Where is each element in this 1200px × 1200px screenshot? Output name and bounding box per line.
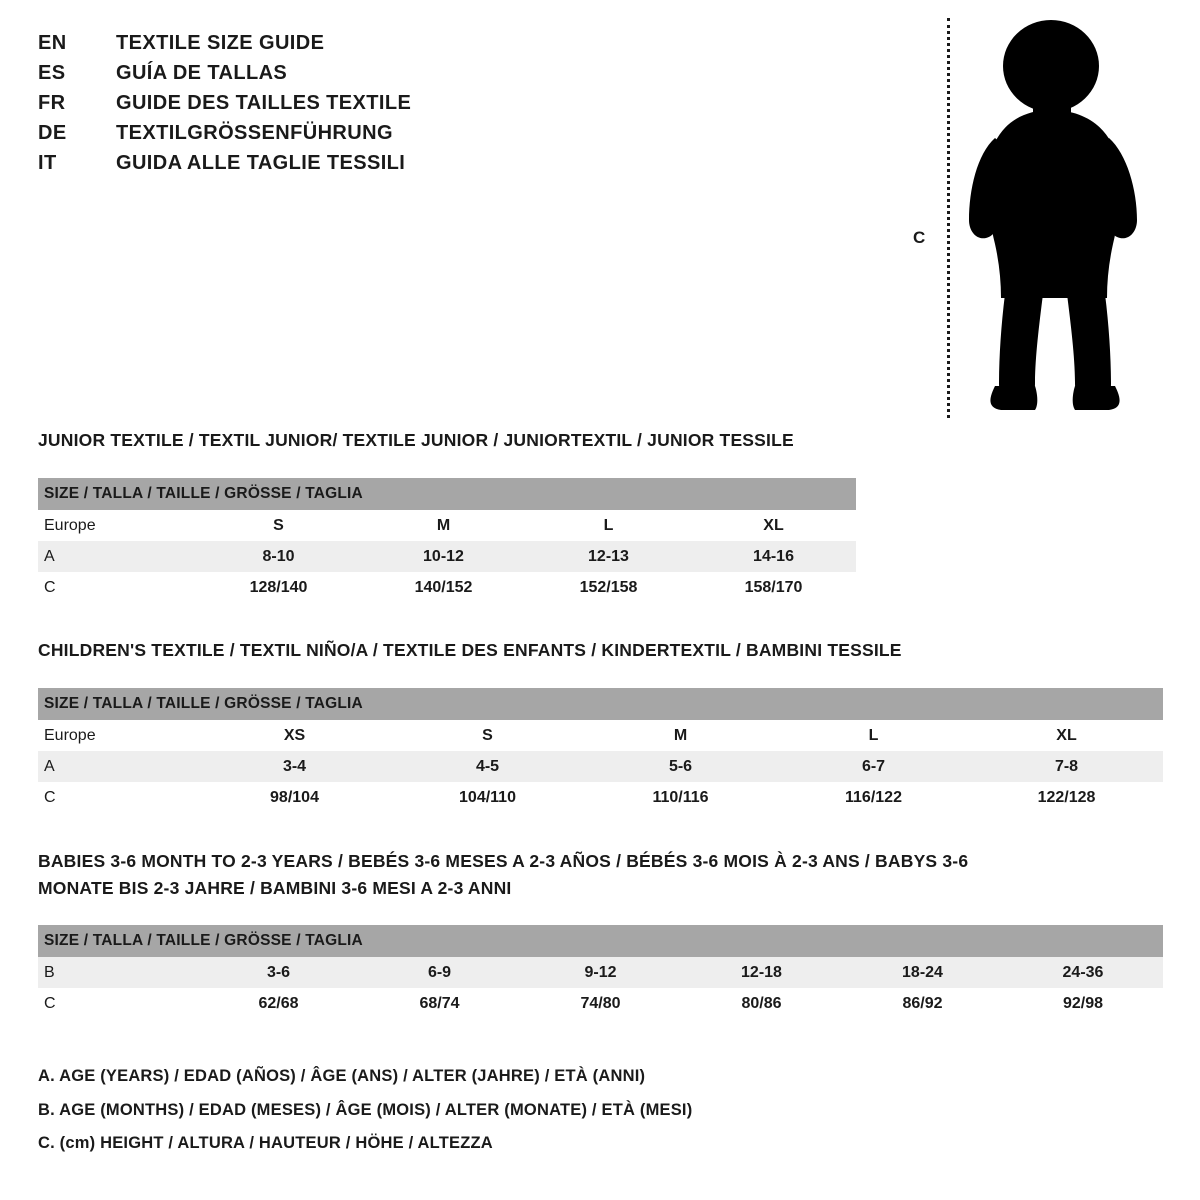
- measure-label-c: C: [913, 228, 926, 247]
- section-title-junior: JUNIOR TEXTILE / TEXTIL JUNIOR/ TEXTILE JUNIOR / JUNIORTEXTIL / JUNIOR TESSILE: [38, 430, 794, 450]
- height-measurement-figure: [905, 10, 1170, 425]
- cell: S: [196, 510, 361, 541]
- cell: XL: [691, 510, 856, 541]
- table-band-row: [38, 688, 1163, 720]
- language-code: ES: [38, 62, 66, 84]
- children-size-table: [38, 688, 1163, 813]
- table-row: [38, 988, 1163, 1019]
- cell: XS: [198, 720, 391, 751]
- cell: 24-36: [1003, 957, 1163, 988]
- footnote-b: B. AGE (MONTHS) / EDAD (MESES) / ÂGE (MOIS) / ALTER (MONATE) / ETÀ (MESI): [38, 1100, 693, 1119]
- cell: M: [584, 720, 777, 751]
- table-row: [38, 572, 856, 603]
- cell: 6-9: [359, 957, 520, 988]
- cell: 7-8: [970, 751, 1163, 782]
- language-code: FR: [38, 92, 66, 114]
- language-code: DE: [38, 122, 67, 144]
- table-row: [38, 720, 1163, 751]
- cell: 10-12: [361, 541, 526, 572]
- language-title: TEXTILE SIZE GUIDE: [116, 32, 325, 54]
- language-code: IT: [38, 152, 57, 174]
- child-silhouette-icon: [955, 14, 1155, 419]
- cell: 3-4: [198, 751, 391, 782]
- table-band-label: SIZE / TALLA / TAILLE / GRÖSSE / TAGLIA: [38, 688, 1163, 720]
- cell: 68/74: [359, 988, 520, 1019]
- table-band-label: SIZE / TALLA / TAILLE / GRÖSSE / TAGLIA: [38, 478, 856, 510]
- cell: 128/140: [196, 572, 361, 603]
- cell: L: [526, 510, 691, 541]
- cell: 12-18: [681, 957, 842, 988]
- cell: 92/98: [1003, 988, 1163, 1019]
- row-label: Europe: [38, 510, 196, 541]
- cell: S: [391, 720, 584, 751]
- cell: 116/122: [777, 782, 970, 813]
- cell: L: [777, 720, 970, 751]
- language-title: GUÍA DE TALLAS: [116, 62, 288, 84]
- language-row-de: [38, 122, 598, 152]
- junior-size-table: [38, 478, 856, 603]
- table-band-label: SIZE / TALLA / TAILLE / GRÖSSE / TAGLIA: [38, 925, 1163, 957]
- table-row: [38, 541, 856, 572]
- cell: 158/170: [691, 572, 856, 603]
- row-label: A: [38, 541, 196, 572]
- language-row-fr: [38, 92, 598, 122]
- cell: 3-6: [198, 957, 359, 988]
- cell: 74/80: [520, 988, 681, 1019]
- cell: 140/152: [361, 572, 526, 603]
- cell: 6-7: [777, 751, 970, 782]
- cell: 122/128: [970, 782, 1163, 813]
- table-row: [38, 782, 1163, 813]
- cell: 5-6: [584, 751, 777, 782]
- language-title-list: [38, 32, 598, 182]
- language-code: EN: [38, 32, 67, 54]
- cell: 98/104: [198, 782, 391, 813]
- table-band-row: [38, 925, 1163, 957]
- cell: M: [361, 510, 526, 541]
- table-row: [38, 751, 1163, 782]
- language-title: GUIDA ALLE TAGLIE TESSILI: [116, 152, 406, 174]
- cell: 152/158: [526, 572, 691, 603]
- section-title-children: CHILDREN'S TEXTILE / TEXTIL NIÑO/A / TEXTILE DES ENFANTS / KINDERTEXTIL / BAMBINI TESSILE: [38, 640, 902, 660]
- row-label: B: [38, 957, 198, 988]
- cell: 4-5: [391, 751, 584, 782]
- table-band-row: [38, 478, 856, 510]
- cell: 12-13: [526, 541, 691, 572]
- row-label: Europe: [38, 720, 198, 751]
- language-row-it: [38, 152, 598, 182]
- cell: 80/86: [681, 988, 842, 1019]
- footnote-legend: [38, 1068, 1038, 1169]
- language-row-en: [38, 32, 598, 62]
- footnote-a: A. AGE (YEARS) / EDAD (AÑOS) / ÂGE (ANS) / ALTER (JAHRE) / ETÀ (ANNI): [38, 1067, 646, 1085]
- language-row-es: [38, 62, 598, 92]
- language-title: GUIDE DES TAILLES TEXTILE: [116, 92, 412, 114]
- cell: 8-10: [196, 541, 361, 572]
- row-label: A: [38, 751, 198, 782]
- cell: XL: [970, 720, 1163, 751]
- language-title: TEXTILGRÖSSENFÜHRUNG: [116, 122, 393, 144]
- height-dotted-line: [947, 18, 950, 418]
- table-row: [38, 957, 1163, 988]
- footnote-c: C. (cm) HEIGHT / ALTURA / HAUTEUR / HÖHE / ALTEZZA: [38, 1134, 493, 1152]
- babies-size-table: [38, 925, 1163, 1019]
- row-label: C: [38, 988, 198, 1019]
- cell: 62/68: [198, 988, 359, 1019]
- row-label: C: [38, 782, 198, 813]
- cell: 18-24: [842, 957, 1003, 988]
- row-label: C: [38, 572, 196, 603]
- cell: 9-12: [520, 957, 681, 988]
- cell: 110/116: [584, 782, 777, 813]
- cell: 86/92: [842, 988, 1003, 1019]
- cell: 104/110: [391, 782, 584, 813]
- cell: 14-16: [691, 541, 856, 572]
- table-row: [38, 510, 856, 541]
- section-title-babies: BABIES 3-6 MONTH TO 2-3 YEARS / BEBÉS 3-6 MESES A 2-3 AÑOS / BÉBÉS 3-6 MOIS À 2-3 ANS / BABYS 3-6 MONATE BIS 2-3 JAHRE / BAMBINI 3-6 MESI A 2-3 ANNI: [38, 851, 969, 899]
